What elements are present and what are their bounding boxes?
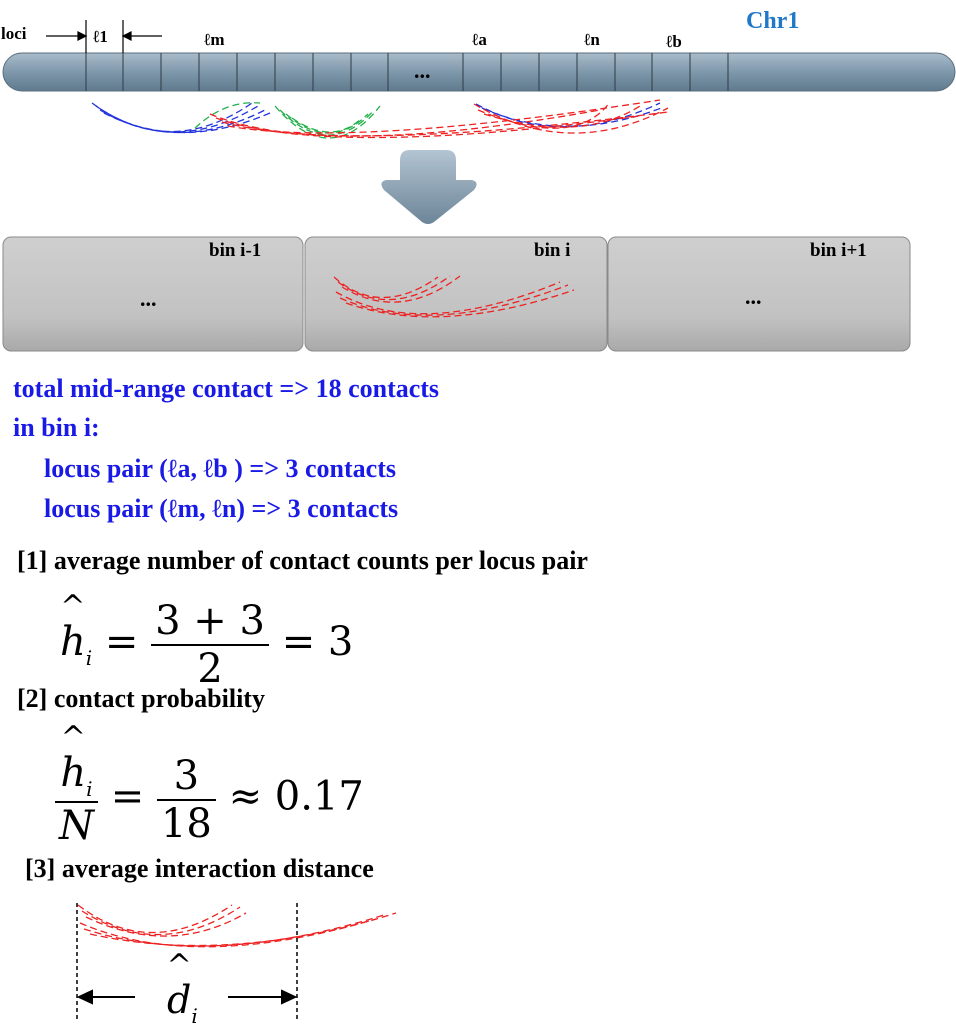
d-hat: ^ d [167, 978, 191, 1022]
chromosome-ellipsis: ... [414, 58, 431, 83]
summary-in-bin: in bin i: [13, 413, 100, 442]
step-2-heading: [2] contact probability [17, 684, 265, 713]
distance-contact-arcs [78, 905, 396, 947]
locus-lb-label: ℓb [666, 32, 682, 51]
n-denominator: N [59, 803, 94, 849]
fraction-prob-numerator: 3 [157, 753, 216, 801]
h-subscript: i [85, 646, 93, 670]
bin-current-title: bin i [534, 240, 571, 261]
loci-label: loci [1, 24, 27, 43]
formula-contact-probability: ^ $\frac{h_i}{N}$ = $\frac{3}{18}$ ≈ 0.17 [55, 750, 364, 849]
bin-next-ellipsis: ... [745, 284, 762, 309]
summary-pair-mn: locus pair (ℓm, ℓn) => 3 contacts [44, 494, 399, 523]
h-subscript-2: i [86, 777, 93, 801]
bin-next-title: bin i+1 [810, 240, 867, 261]
locus-l1-label: ℓ1 [93, 27, 108, 46]
distance-symbol [167, 978, 198, 1028]
down-arrow [381, 150, 476, 224]
contact-arcs-blue [92, 103, 664, 133]
fraction-probability [157, 753, 216, 847]
fraction-count-denominator: 2 [197, 646, 223, 692]
chromosome-name: Chr1 [746, 8, 800, 34]
h-hat: ^ h [60, 619, 86, 665]
summary-pair-ab: locus pair (ℓa, ℓb ) => 3 contacts [44, 454, 396, 483]
interaction-distance-diagram [0, 895, 420, 1025]
bin-prev-title: bin i-1 [209, 240, 262, 261]
locus-la-label: ℓa [472, 30, 487, 49]
probability-result: ≈ 0.17 [228, 773, 364, 820]
fraction-prob-denominator: 18 [160, 800, 212, 847]
h-hat-2: ^ h [60, 750, 86, 796]
fraction-count-numerator: 3 + 3 [151, 598, 269, 646]
locus-lm-label: ℓm [204, 30, 225, 49]
step-1-heading: [1] average number of contact counts per locus pair [17, 546, 588, 575]
formula-average-count: ^ $h_i$ = $\frac{3 + 3}{2}$ = 3 [60, 598, 353, 692]
fraction-h-over-n [55, 750, 98, 849]
locus-ln-label: ℓn [584, 30, 600, 49]
fraction-count [151, 598, 269, 692]
d-subscript: i [191, 1004, 198, 1028]
contact-arcs-red [210, 100, 668, 138]
chromosome-bar [3, 53, 955, 91]
fraction-h-numerator [55, 750, 98, 803]
step-3-heading: [3] average interaction distance [25, 854, 374, 883]
summary-total: total mid-range contact => 18 contacts [13, 374, 440, 403]
count-result: = 3 [281, 619, 354, 665]
bin-prev-ellipsis: ... [140, 286, 157, 311]
